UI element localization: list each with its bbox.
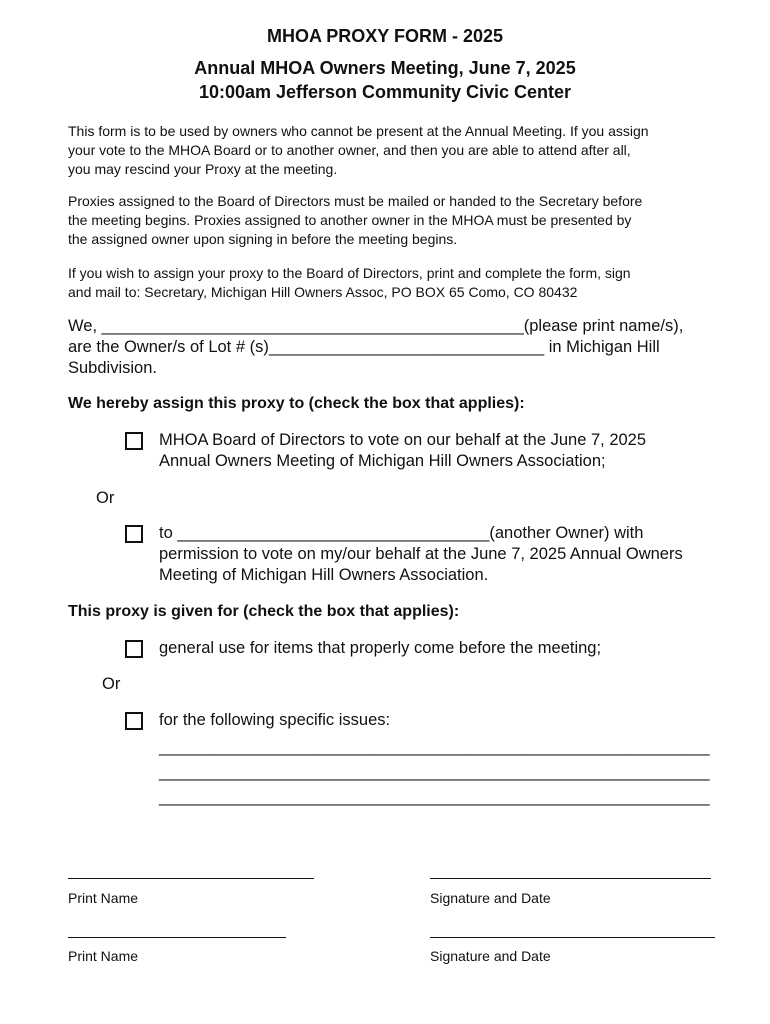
signature-label-2: Signature and Date (430, 948, 551, 964)
print-name-label-1: Print Name (68, 890, 139, 906)
owner-names-line[interactable] (68, 316, 683, 379)
signature-line-1[interactable] (430, 878, 711, 879)
another-owner-option-text (159, 523, 683, 586)
intro-line: the meeting begins. Proxies assigned to another owner in the MHOA must be presented by (68, 212, 632, 228)
specific-issue-line[interactable]: ____________________________________________________________ (159, 763, 710, 781)
intro-line: you may rescind your Proxy at the meeting. (68, 161, 338, 177)
signature-line-2[interactable] (430, 937, 715, 938)
specific-issues-lines[interactable] (159, 735, 710, 810)
board-option-text (159, 430, 646, 472)
intro-paragraph-2 (68, 192, 728, 249)
option-line: MHOA Board of Directors to vote on our behalf at the June 7, 2025 (159, 431, 647, 449)
use-heading: This proxy is given for (check the box that applies): (68, 603, 460, 620)
specific-issues-text: for the following specific issues: (159, 711, 391, 729)
meeting-time-location: 10:00am Jefferson Community Civic Center (198, 82, 572, 102)
or-separator: Or (96, 489, 115, 507)
or-separator: Or (102, 675, 121, 693)
meeting-subtitle: Annual MHOA Owners Meeting, June 7, 2025 (194, 58, 576, 78)
lot-number-field[interactable]: are the Owner/s of Lot # (s)______________________________ in Michigan Hill (68, 338, 660, 356)
intro-paragraph-3 (68, 264, 728, 302)
another-owner-checkbox[interactable] (125, 525, 143, 543)
print-name-line-1[interactable] (68, 878, 314, 879)
specific-issues-checkbox[interactable] (125, 712, 143, 730)
specific-issue-line[interactable]: ____________________________________________________________ (159, 788, 710, 806)
print-name-label-2: Print Name (68, 948, 139, 964)
general-use-text: general use for items that properly come before the meeting; (159, 639, 602, 657)
mailing-address-line: and mail to: Secretary, Michigan Hill Owners Assoc, PO BOX 65 Como, CO 80432 (68, 284, 578, 300)
intro-line: your vote to the MHOA Board or to another owner, and then you are able to attend after all, (68, 142, 631, 158)
intro-line: This form is to be used by owners who cannot be present at the Annual Meeting. If you assign (68, 123, 649, 139)
option-line: Meeting of Michigan Hill Owners Association. (159, 566, 489, 584)
assign-heading: We hereby assign this proxy to (check the box that applies): (68, 395, 525, 412)
intro-line: Proxies assigned to the Board of Directors must be mailed or handed to the Secretary before (68, 193, 643, 209)
another-owner-field[interactable]: to __________________________________(another Owner) with (159, 524, 644, 542)
signature-label-1: Signature and Date (430, 890, 551, 906)
print-name-line-2[interactable] (68, 937, 286, 938)
intro-paragraph-1 (68, 122, 728, 179)
specific-issue-line[interactable]: ____________________________________________________________ (159, 738, 710, 756)
board-checkbox[interactable] (125, 432, 143, 450)
form-title: MHOA PROXY FORM - 2025 (266, 26, 504, 46)
option-line: Annual Owners Meeting of Michigan Hill Owners Association; (159, 452, 606, 470)
owner-names-field[interactable]: We, ______________________________________________(please print name/s), (68, 317, 684, 335)
intro-line: If you wish to assign your proxy to the Board of Directors, print and complete the form, sign (68, 265, 631, 281)
general-use-checkbox[interactable] (125, 640, 143, 658)
option-line: permission to vote on my/our behalf at the June 7, 2025 Annual Owners (159, 545, 683, 563)
subdivision-text: Subdivision. (68, 359, 157, 377)
intro-line: the assigned owner upon signing in before the meeting begins. (68, 231, 458, 247)
